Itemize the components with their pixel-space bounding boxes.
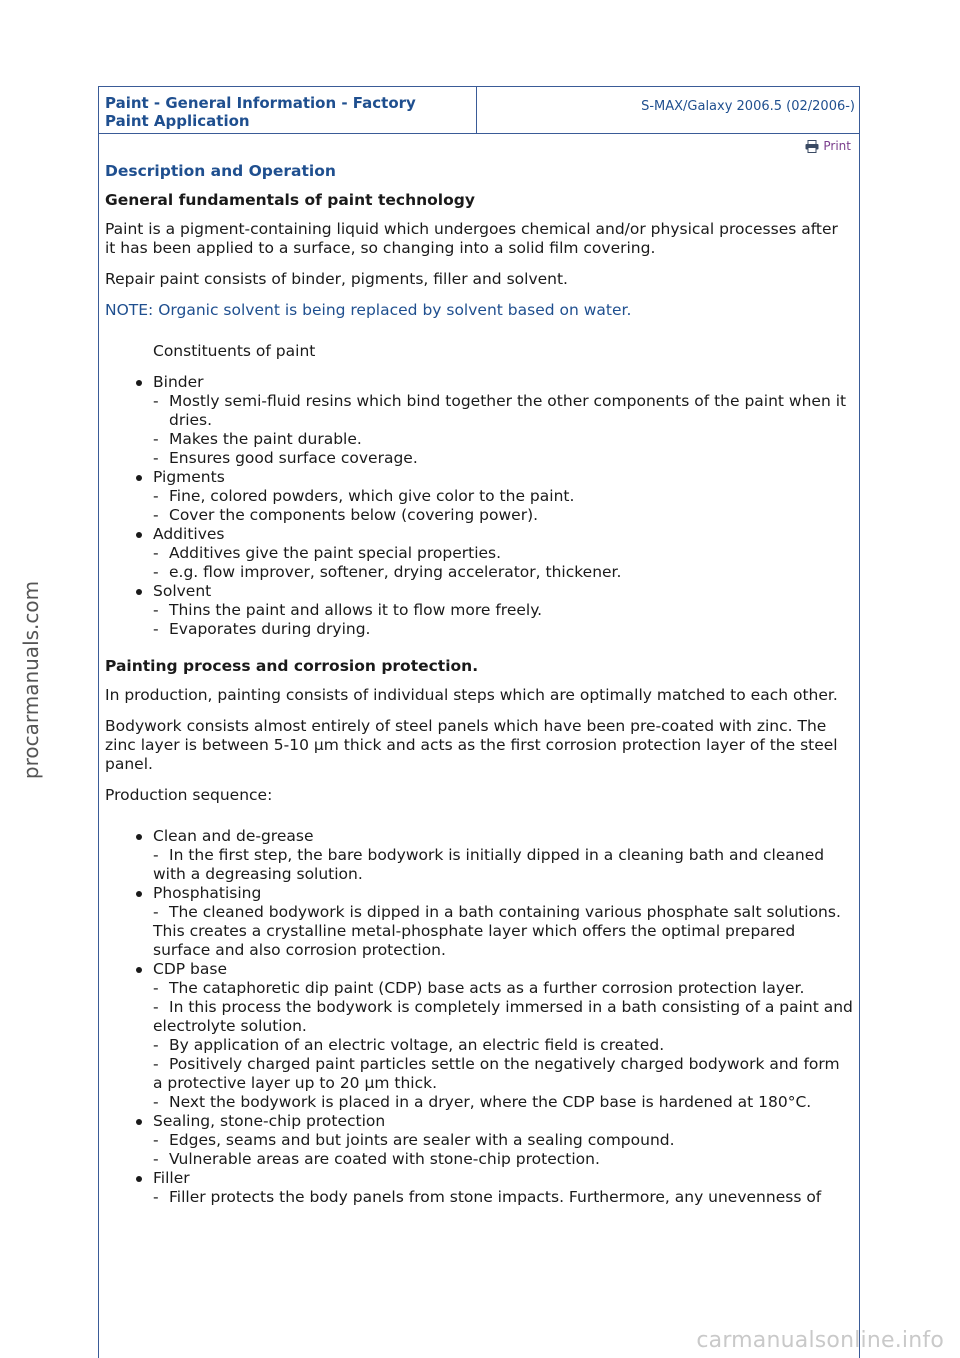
list-item	[153, 827, 853, 884]
list-item-name: Additives	[153, 525, 225, 543]
list-item-detail: - By application of an electric voltage, an electric field is created.	[153, 1036, 665, 1054]
list-item-detail: - Ensures good surface coverage.	[153, 449, 418, 467]
constituents-title: Constituents of paint	[153, 342, 316, 360]
painting-paragraph-2: Bodywork consists almost entirely of steel panels which have been pre-coated with zinc. The zinc layer is between 5-10 µm thick and acts as the first corrosion protection layer of the steel panel.	[105, 717, 838, 773]
list-item	[153, 884, 853, 960]
list-item-detail: - Makes the paint durable.	[153, 430, 362, 448]
list-item-detail: - Evaporates during drying.	[153, 620, 371, 638]
list-item-detail: - Mostly semi-fluid resins which bind together the other components of the paint when it dries.	[153, 392, 847, 429]
list-item-name: Filler	[153, 1169, 190, 1187]
list-item-detail: - Edges, seams and but joints are sealer with a sealing compound.	[153, 1131, 675, 1149]
list-item	[153, 373, 853, 468]
list-item-detail: - Fine, colored powders, which give color to the paint.	[153, 487, 575, 505]
list-item-detail: - Next the bodywork is placed in a dryer, where the CDP base is hardened at 180°C.	[153, 1093, 812, 1111]
side-watermark-text: procarmanuals.com	[19, 580, 43, 780]
list-item	[153, 1112, 853, 1169]
section-title: Description and Operation	[105, 162, 336, 180]
vehicle-model: S-MAX/Galaxy 2006.5 (02/2006-)	[641, 99, 855, 114]
list-item-name: Pigments	[153, 468, 225, 486]
list-item-detail: - Filler protects the body panels from stone impacts. Furthermore, any unevenness of	[153, 1188, 822, 1206]
list-item-detail: - The cataphoretic dip paint (CDP) base acts as a further corrosion protection layer.	[153, 979, 805, 997]
printer-icon	[805, 140, 819, 153]
list-item-detail: - Thins the paint and allows it to flow more freely.	[153, 601, 543, 619]
print-label: Print	[823, 139, 851, 153]
list-item-detail: - Additives give the paint special properties.	[153, 544, 502, 562]
list-item	[153, 960, 853, 1112]
list-item	[153, 468, 853, 525]
list-item-detail: - In the first step, the bare bodywork is initially dipped in a cleaning bath and cleaned with a degreasing solution.	[153, 846, 825, 883]
document-title-line2: Paint Application	[105, 112, 250, 130]
list-item-detail: - Cover the components below (covering power).	[153, 506, 539, 524]
list-item-name: Clean and de-grease	[153, 827, 314, 845]
fundamentals-heading: General fundamentals of paint technology	[105, 191, 475, 209]
note-text: NOTE: Organic solvent is being replaced by solvent based on water.	[105, 301, 632, 319]
side-watermark	[16, 560, 46, 800]
bottom-watermark: carmanualsonline.info	[696, 1328, 944, 1353]
list-item-detail: - Positively charged paint particles settle on the negatively charged bodywork and form a protective layer up to 20 µm thick.	[153, 1055, 840, 1092]
print-link[interactable]	[805, 139, 851, 153]
list-item-name: CDP base	[153, 960, 227, 978]
list-item-name: Sealing, stone-chip protection	[153, 1112, 386, 1130]
document-content	[99, 162, 859, 1207]
list-item-detail: - The cleaned bodywork is dipped in a bath containing various phosphate salt solutions. This creates a crystalline metal-phosphate layer which offers the optimal prepared surface and also corrosion protection.	[153, 903, 841, 959]
sequence-label: Production sequence:	[105, 786, 273, 804]
document-header	[99, 87, 859, 134]
list-item-detail: - Vulnerable areas are coated with stone-chip protection.	[153, 1150, 600, 1168]
list-item	[153, 582, 853, 639]
print-row	[99, 134, 859, 154]
list-item	[153, 525, 853, 582]
sequence-list	[105, 827, 853, 1207]
document-title-line1: Paint - General Information - Factory	[105, 94, 416, 112]
fundamentals-paragraph-1: Paint is a pigment-containing liquid which undergoes chemical and/or physical processes after it has been applied to a surface, so changing into a solid film covering.	[105, 220, 838, 257]
list-item	[153, 1169, 853, 1207]
document-frame	[98, 86, 860, 1358]
list-item-name: Binder	[153, 373, 204, 391]
constituents-list	[105, 373, 853, 639]
document-title	[99, 87, 477, 133]
painting-paragraph-1: In production, painting consists of individual steps which are optimally matched to each other.	[105, 686, 838, 704]
list-item-detail: - e.g. flow improver, softener, drying accelerator, thickener.	[153, 563, 622, 581]
list-item-name: Solvent	[153, 582, 212, 600]
list-item-name: Phosphatising	[153, 884, 262, 902]
painting-heading: Painting process and corrosion protection.	[105, 657, 479, 675]
fundamentals-paragraph-2: Repair paint consists of binder, pigments, filler and solvent.	[105, 270, 568, 288]
list-item-detail: - In this process the bodywork is completely immersed in a bath consisting of a paint and electrolyte solution.	[153, 998, 853, 1035]
